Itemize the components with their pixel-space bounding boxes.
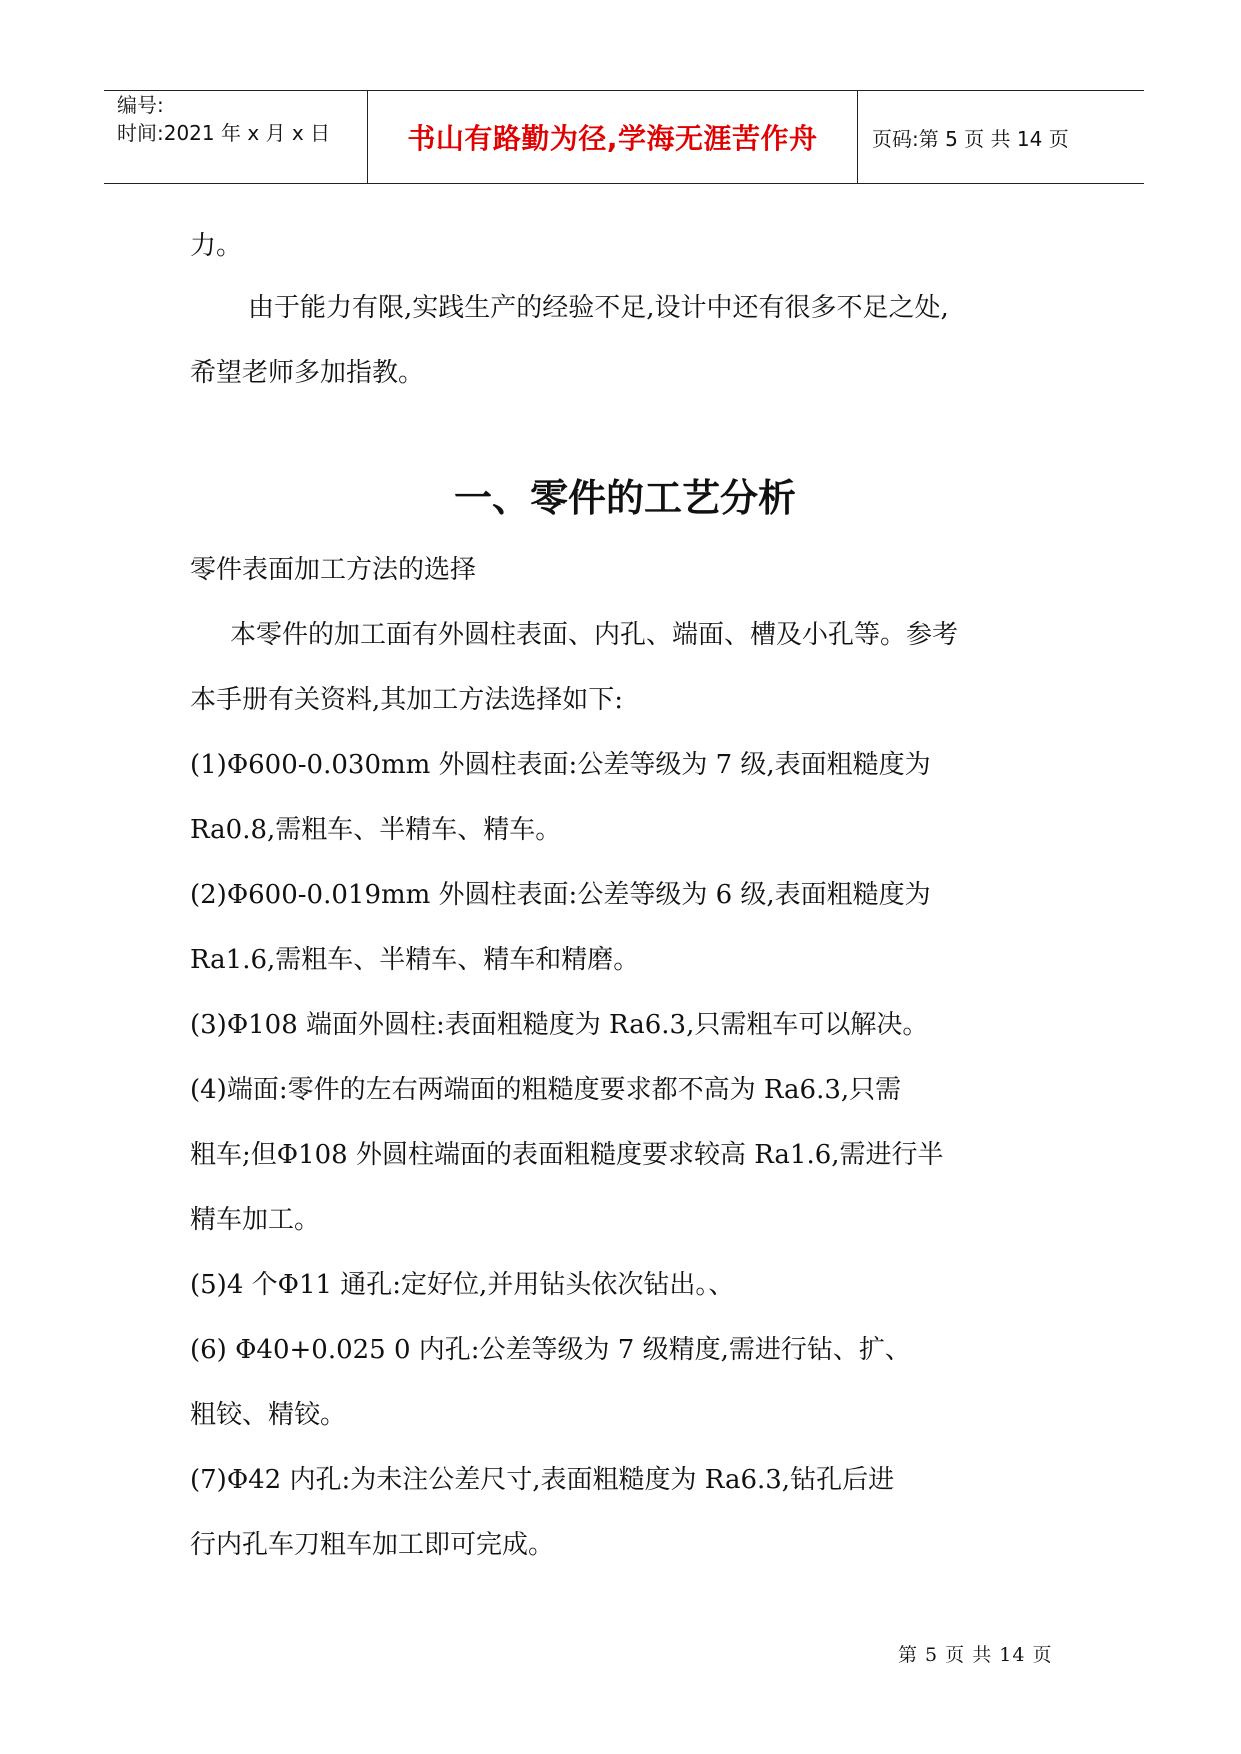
header-motto-cell xyxy=(368,91,858,183)
list-item: (6) Φ40+0.025 0 内孔:公差等级为 7 级精度,需进行钻、扩、 xyxy=(190,1335,911,1365)
header-time-label: 时间:2021 年 x 月 x 日 xyxy=(117,121,331,145)
header-page-cell xyxy=(858,91,1144,183)
body-line: 希望老师多加指教。 xyxy=(190,358,425,388)
body-line: 本手册有关资料,其加工方法选择如下: xyxy=(190,685,624,715)
list-item: 行内孔车刀粗车加工即可完成。 xyxy=(190,1530,555,1560)
header-motto: 书山有路勤为径,学海无涯苦作舟 xyxy=(407,122,818,155)
header-meta-cell xyxy=(104,91,368,183)
header-number-label: 编号: xyxy=(117,93,164,117)
list-item: (3)Φ108 端面外圆柱:表面粗糙度为 Ra6.3,只需粗车可以解决。 xyxy=(190,1010,929,1040)
page-footer: 第 5 页 共 14 页 xyxy=(898,1644,1053,1666)
list-item: (5)4 个Φ11 通孔:定好位,并用钻头依次钻出。、 xyxy=(190,1270,735,1300)
body-line: 本零件的加工面有外圆柱表面、内孔、端面、槽及小孔等。参考 xyxy=(230,620,959,650)
list-item: (4)端面:零件的左右两端面的粗糙度要求都不高为 Ra6.3,只需 xyxy=(190,1075,902,1105)
list-item: (1)Φ600-0.030mm 外圆柱表面:公差等级为 7 级,表面粗糙度为 xyxy=(190,750,931,780)
list-item: 粗车;但Φ108 外圆柱端面的表面粗糙度要求较高 Ra1.6,需进行半 xyxy=(190,1140,944,1170)
list-item: Ra0.8,需粗车、半精车、精车。 xyxy=(190,815,562,845)
document-header xyxy=(104,90,1144,184)
section-title: 一、零件的工艺分析 xyxy=(453,476,796,520)
list-item: 粗铰、精铰。 xyxy=(190,1400,347,1430)
list-item: Ra1.6,需粗车、半精车、精车和精磨。 xyxy=(190,945,640,975)
list-item: (7)Φ42 内孔:为未注公差尺寸,表面粗糙度为 Ra6.3,钻孔后进 xyxy=(190,1465,895,1495)
list-item: 精车加工。 xyxy=(190,1205,321,1235)
list-item: (2)Φ600-0.019mm 外圆柱表面:公差等级为 6 级,表面粗糙度为 xyxy=(190,880,931,910)
header-page-code: 页码:第 5 页 共 14 页 xyxy=(872,126,1069,151)
body-line: 力。 xyxy=(190,231,243,261)
body-line: 由于能力有限,实践生产的经验不足,设计中还有很多不足之处, xyxy=(248,293,949,323)
section-subtitle: 零件表面加工方法的选择 xyxy=(190,555,477,585)
